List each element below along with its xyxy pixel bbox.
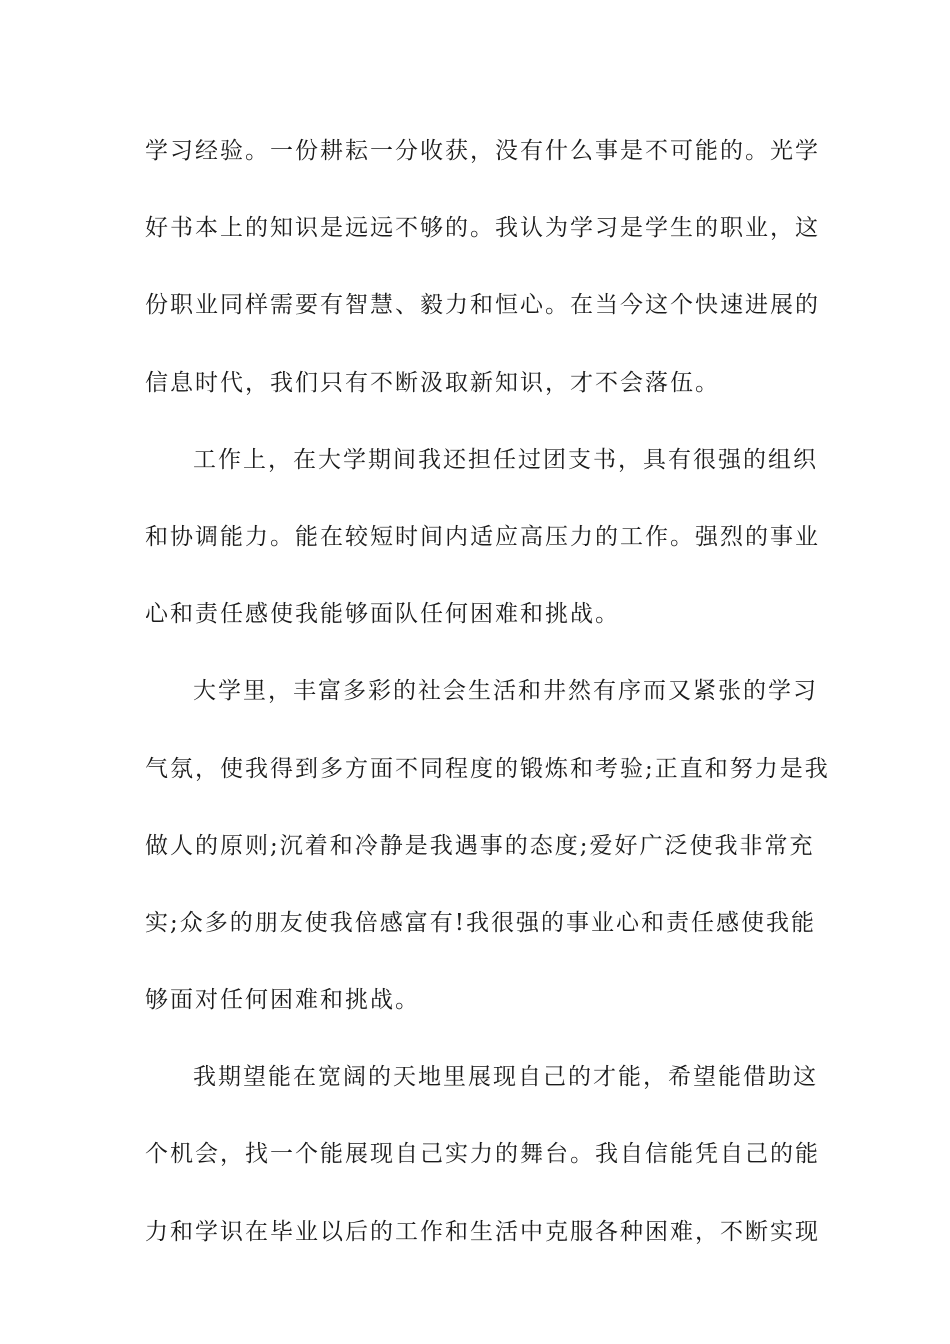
text-line: 个机会，找一个能展现自己实力的舞台。我自信能凭自己的能 — [145, 1141, 820, 1168]
paragraph-university — [145, 665, 830, 1051]
paragraph-work — [145, 434, 820, 666]
text-line: 信息时代，我们只有不断汲取新知识，才不会落伍。 — [145, 369, 720, 396]
text-line: 实;众多的朋友使我倍感富有!我很强的事业心和责任感使我能 — [145, 909, 816, 936]
text-line: 份职业同样需要有智慧、毅力和恒心。在当今这个快速进展的 — [145, 292, 820, 319]
text-line: 力和学识在毕业以后的工作和生活中克服各种困难，不断实现 — [145, 1218, 820, 1245]
paragraph-study — [145, 125, 820, 434]
text-line: 学习经验。一份耕耘一分收获，没有什么事是不可能的。光学 — [145, 138, 820, 164]
text-line: 心和责任感使我能够面队任何困难和挑战。 — [145, 601, 620, 628]
paragraph-aspiration — [145, 1051, 820, 1283]
text-line: 气氛，使我得到多方面不同程度的锻炼和考验;正直和努力是我 — [145, 755, 830, 782]
text-line: 我期望能在宽阔的天地里展现自己的才能，希望能借助这 — [193, 1064, 818, 1091]
document-body — [145, 125, 830, 1283]
text-line: 做人的原则;沉着和冷静是我遇事的态度;爱好广泛使我非常充 — [145, 832, 815, 859]
text-line: 工作上，在大学期间我还担任过团支书，具有很强的组织 — [193, 446, 818, 473]
text-line: 好书本上的知识是远远不够的。我认为学习是学生的职业，这 — [145, 215, 820, 242]
text-line: 够面对任何困难和挑战。 — [145, 987, 420, 1014]
text-line: 和协调能力。能在较短时间内适应高压力的工作。强烈的事业 — [145, 523, 820, 550]
text-line: 大学里，丰富多彩的社会生活和井然有序而又紧张的学习 — [193, 678, 818, 705]
